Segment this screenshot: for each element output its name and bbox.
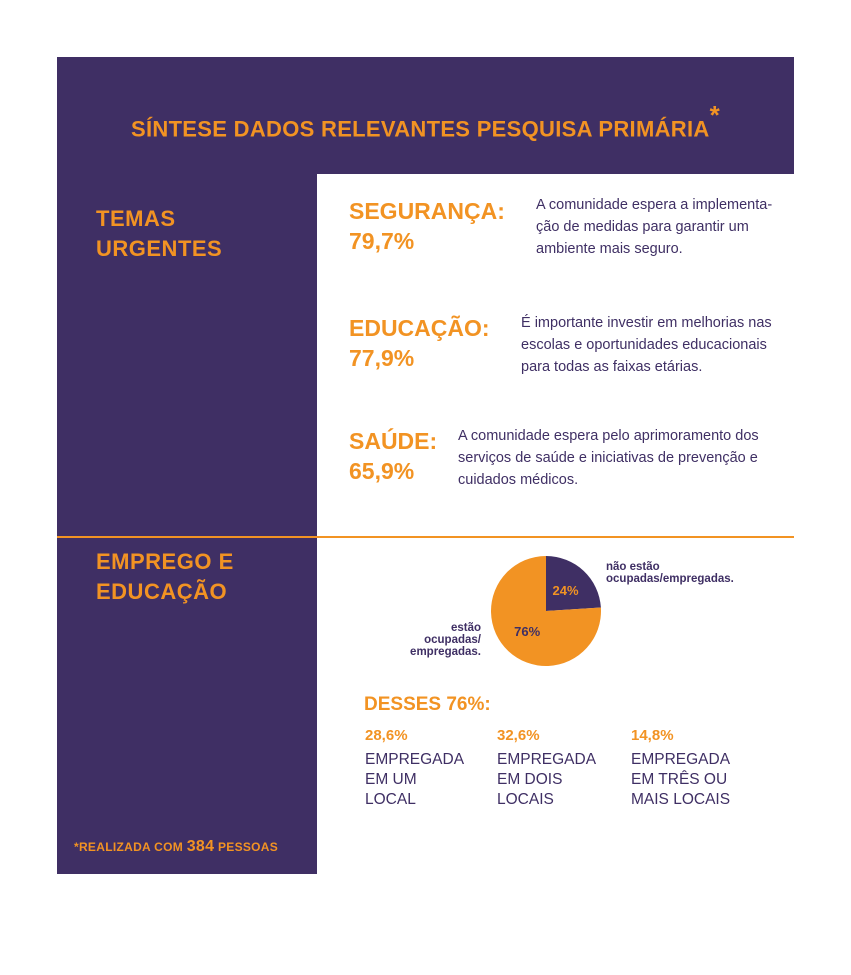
stat-description: EMPREGADA EM UM LOCAL xyxy=(365,751,465,808)
sidebar-panel xyxy=(57,174,317,874)
employment-pie-chart xyxy=(490,555,602,667)
stat-description: EMPREGADA EM DOIS LOCAIS xyxy=(497,751,597,808)
pie-label-employed: estão ocupadas/ empregadas. xyxy=(410,622,481,658)
pie-slice-label-0: 24% xyxy=(552,583,579,599)
stat-description: EMPREGADA EM TRÊS OU MAIS LOCAIS xyxy=(631,751,731,808)
theme-description: É importante investir em melhorias nas escolas e oportunidades educacionais para todas as faixas etárias. xyxy=(521,315,772,375)
breakdown-heading: DESSES 76%: xyxy=(364,694,491,715)
section-divider xyxy=(57,536,794,538)
stat-percent: 28,6% xyxy=(365,727,408,744)
stat-percent: 14,8% xyxy=(631,727,674,744)
pie-svg xyxy=(490,555,602,667)
theme-title: EDUCAÇÃO: 77,9% xyxy=(349,315,490,371)
pie-slice-label-1: 76% xyxy=(514,624,541,640)
stat-two-locations xyxy=(497,726,627,810)
section-heading-emprego-educacao: EMPREGO E EDUCAÇÃO xyxy=(96,549,234,604)
header-banner xyxy=(57,57,794,174)
stat-three-locations xyxy=(631,726,761,810)
theme-title: SAÚDE: 65,9% xyxy=(349,428,438,484)
page-title: SÍNTESE DADOS RELEVANTES PESQUISA PRIMÁRIA* xyxy=(131,100,720,142)
stat-one-location xyxy=(365,726,495,810)
theme-description: A comunidade espera a implementa- ção de medidas para garantir um ambiente mais seguro. xyxy=(536,197,773,257)
theme-title: SEGURANÇA: 79,7% xyxy=(349,198,505,254)
stat-percent: 32,6% xyxy=(497,727,540,744)
pie-label-not-employed: não estão ocupadas/empregadas. xyxy=(606,561,734,585)
theme-description: A comunidade espera pelo aprimoramento dos serviços de saúde e iniciativas de prevenção e cuidados médicos. xyxy=(458,428,759,488)
footnote: *REALIZADA COM 384 PESSOAS xyxy=(74,838,279,855)
section-heading-temas-urgentes: TEMAS URGENTES xyxy=(96,206,223,261)
